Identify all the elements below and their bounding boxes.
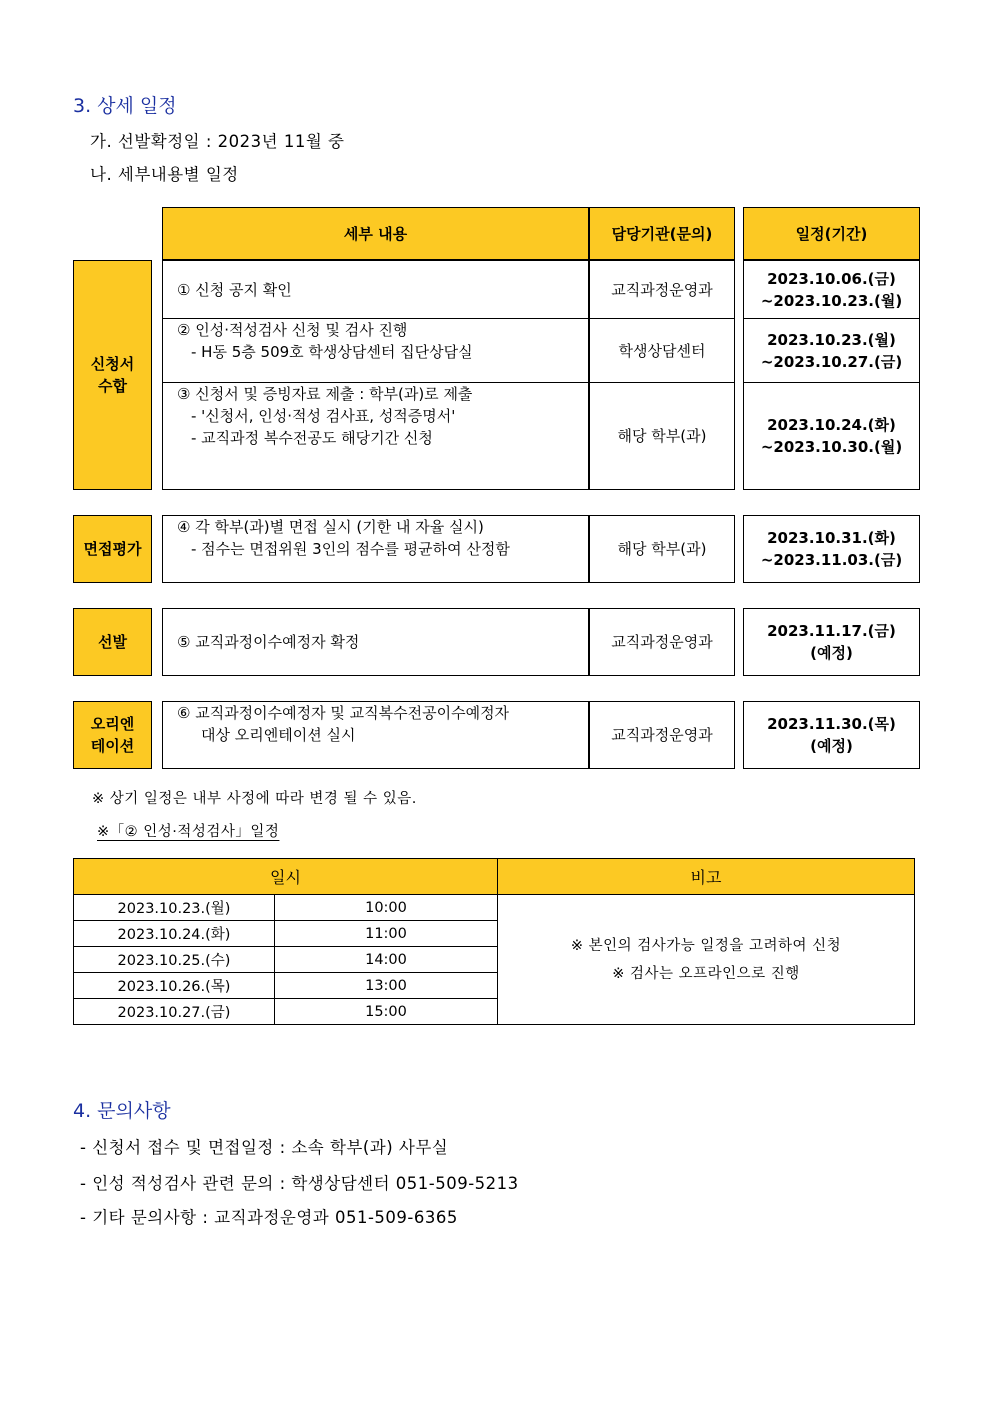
section-4-title: 4. 문의사항 [73,1100,171,1122]
test-remarks: ※ 본인의 검사가능 일정을 고려하여 신청 ※ 검사는 오프라인으로 진행 [497,894,915,1025]
test-row-date: 2023.10.23.(월) [73,894,275,921]
test-row-date: 2023.10.24.(화) [73,920,275,947]
table-row-period: 2023.11.30.(목) (예정) [743,701,920,769]
table-row-period: 2023.11.17.(금) (예정) [743,608,920,676]
table-row-agency: 교직과정운영과 [589,608,735,676]
test-row-date: 2023.10.26.(목) [73,972,275,999]
test-row-date: 2023.10.27.(금) [73,998,275,1025]
section-3-title: 3. 상세 일정 [73,95,177,117]
header-agency: 담당기관(문의) [589,207,735,260]
detail-schedule-line: 나. 세부내용별 일정 [90,165,239,184]
contact-item: - 기타 문의사항 : 교직과정운영과 051-509-6365 [80,1208,458,1227]
table-row-agency: 교직과정운영과 [589,260,735,319]
test-row-date: 2023.10.25.(수) [73,946,275,973]
table-row-content: ② 인성·적성검사 신청 및 검사 진행 - H동 5층 509호 학생상담센터 집단상담실 [162,318,589,383]
contact-item: - 신청서 접수 및 면접일정 : 소속 학부(과) 사무실 [80,1138,449,1157]
test-row-time: 13:00 [274,972,498,999]
test-row-time: 14:00 [274,946,498,973]
group-label-orientation: 오리엔 테이션 [73,701,152,769]
table-row-content: ⑥ 교직과정이수예정자 및 교직복수전공이수예정자 대상 오리엔테이션 실시 [162,701,589,769]
group-label-selection: 선발 [73,608,152,676]
test-header-remarks: 비고 [497,858,915,895]
contact-item: - 인성 적성검사 관련 문의 : 학생상담센터 051-509-5213 [80,1174,519,1193]
table-row-period: 2023.10.06.(금) ~2023.10.23.(월) [743,260,920,319]
test-row-time: 10:00 [274,894,498,921]
test-header-datetime: 일시 [73,858,498,895]
test-row-time: 15:00 [274,998,498,1025]
header-content: 세부 내용 [162,207,589,260]
group-label-application: 신청서 수합 [73,260,152,490]
table-row-agency: 학생상담센터 [589,318,735,383]
table-row-period: 2023.10.31.(화) ~2023.11.03.(금) [743,515,920,583]
test-schedule-title: ※「② 인성·적성검사」일정 [97,824,280,840]
table-row-period: 2023.10.24.(화) ~2023.10.30.(월) [743,382,920,490]
table-row-period: 2023.10.23.(월) ~2023.10.27.(금) [743,318,920,383]
change-notice: ※ 상기 일정은 내부 사정에 따라 변경 될 수 있음. [92,791,417,807]
table-row-content: ⑤ 교직과정이수예정자 확정 [162,608,589,676]
header-period: 일정(기간) [743,207,920,260]
test-row-time: 11:00 [274,920,498,947]
selection-date-line: 가. 선발확정일 : 2023년 11월 중 [90,132,345,151]
table-row-agency: 해당 학부(과) [589,515,735,583]
group-label-interview: 면접평가 [73,515,152,583]
table-row-agency: 교직과정운영과 [589,701,735,769]
table-row-content: ③ 신청서 및 증빙자료 제출 : 학부(과)로 제출 - '신청서, 인성·적성 검사표, 성적증명서' - 교직과정 복수전공도 해당기간 신청 [162,382,589,490]
table-row-agency: 해당 학부(과) [589,382,735,490]
table-row-content: ④ 각 학부(과)별 면접 실시 (기한 내 자율 실시) - 점수는 면접위원 3인의 점수를 평균하여 산정함 [162,515,589,583]
table-row-content: ① 신청 공지 확인 [162,260,589,319]
